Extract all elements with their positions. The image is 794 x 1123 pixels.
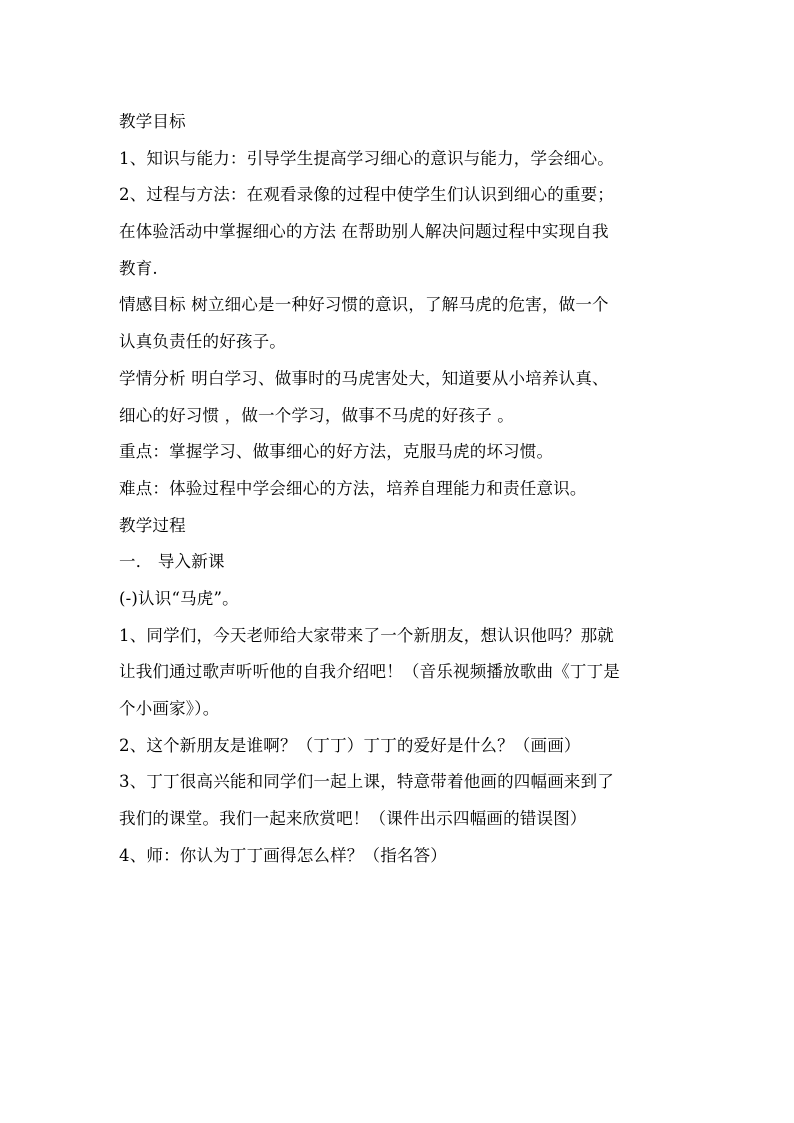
goal-knowledge-ability: 1、知识与能力：引导学生提高学习细心的意识与能力，学会细心。 bbox=[119, 148, 614, 168]
goal-emotion-line1: 情感目标 树立细心是一种好习惯的意识，了解马虎的危害，做一个 bbox=[119, 295, 609, 315]
goal-process-method-line3: 教育. bbox=[119, 258, 158, 278]
subsection-heading-intro: 一． 导入新课 bbox=[119, 552, 225, 572]
section-heading-teaching-process: 教学过程 bbox=[119, 515, 186, 535]
goal-emotion-line2: 认真负责任的好孩子。 bbox=[119, 332, 286, 352]
goal-process-method-line2: 在体验活动中掌握细心的方法 在帮助别人解决问题过程中实现自我 bbox=[119, 222, 609, 242]
step-1-line2: 让我们通过歌声听听他的自我介绍吧！（音乐视频播放歌曲《丁丁是 bbox=[119, 662, 620, 682]
section-heading-teaching-goals: 教学目标 bbox=[119, 112, 186, 131]
learner-analysis-line1: 学情分析 明白学习、做事时的马虎害处大，知道要从小培养认真、 bbox=[119, 368, 609, 388]
key-point: 重点：掌握学习、做事细心的好方法，克服马虎的坏习惯。 bbox=[119, 442, 554, 462]
step-1-line1: 1、同学们，今天老师给大家带来了一个新朋友，想认识他吗？那就 bbox=[119, 625, 614, 645]
learner-analysis-line2: 细心的好习惯 ，做一个学习，做事不马虎的好孩子 。 bbox=[119, 405, 514, 425]
step-1-line3: 个小画家》）。 bbox=[119, 699, 220, 718]
difficult-point: 难点：体验过程中学会细心的方法，培养自理能力和责任意识。 bbox=[119, 478, 587, 498]
document-body bbox=[119, 104, 699, 874]
step-2: 2、这个新朋友是谁啊？（丁丁）丁丁的爱好是什么？（画画） bbox=[119, 735, 581, 755]
subsection-heading-recognize: (-)认识“马虎”。 bbox=[119, 588, 239, 608]
step-3-line1: 3、丁丁很高兴能和同学们一起上课，特意带着他画的四幅画来到了 bbox=[119, 772, 614, 792]
step-4: 4、师：你认为丁丁画得怎么样？（指名答） bbox=[119, 845, 447, 865]
step-3-line2: 我们的课堂。我们一起来欣赏吧！（课件出示四幅画的错误图） bbox=[119, 809, 587, 829]
goal-process-method-line1: 2、过程与方法：在观看录像的过程中使学生们认识到细心的重要； bbox=[119, 185, 614, 205]
